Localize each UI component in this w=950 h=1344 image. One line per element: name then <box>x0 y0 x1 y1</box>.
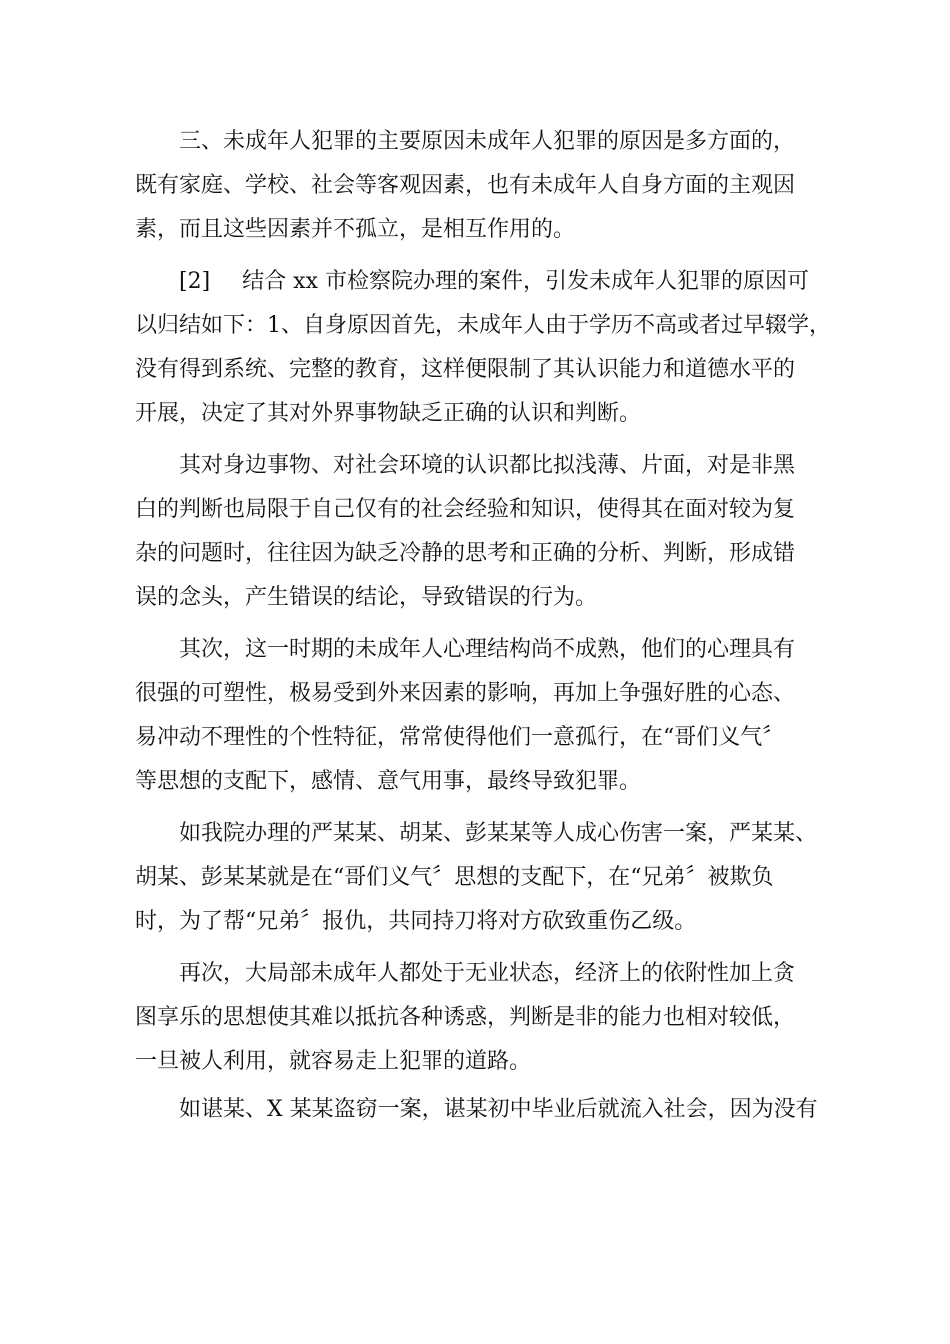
paragraph-2-line-1 <box>135 260 835 304</box>
paragraph-3-line-1: 其对身边事物、对社会环境的认识都比拟浅薄、片面，对是非黑 <box>179 453 796 478</box>
paragraph-gap <box>135 252 835 260</box>
paragraph-5-line-2: 胡某、彭某某就是在“哥们义气〞思想的支配下，在“兄弟〞被欺负 <box>135 865 774 890</box>
paragraph-2-line-3: 没有得到系统、完整的教育，这样便限制了其认识能力和道德水平的 <box>135 357 796 382</box>
paragraph-gap <box>135 804 835 812</box>
paragraph-gap <box>135 436 835 444</box>
paragraph-3-line-2: 白的判断也局限于自己仅有的社会经验和知识，使得其在面对较为复 <box>135 497 796 522</box>
paragraph-5-line-1: 如我院办理的严某某、胡某、彭某某等人成心伤害一案，严某某、 <box>179 821 818 846</box>
paragraph-gap <box>135 620 835 628</box>
paragraph-3-line-4: 误的念头，产生错误的结论，导致错误的行为。 <box>135 585 598 610</box>
paragraph-6-line-1: 再次，大局部未成年人都处于无业状态，经济上的依附性加上贪 <box>179 961 796 986</box>
reference-marker: [2] <box>179 269 211 294</box>
document-body <box>135 120 835 1132</box>
paragraph-1-line-1: 三、未成年人犯罪的主要原因未成年人犯罪的原因是多方面的， <box>179 129 796 154</box>
paragraph-4-line-4: 等思想的支配下，感情、意气用事，最终导致犯罪。 <box>135 769 642 794</box>
paragraph-1-line-3: 素，而且这些因素并不孤立，是相互作用的。 <box>135 217 576 242</box>
paragraph-2-line-1-text: 结合 xx 市检察院办理的案件，引发未成年人犯罪的原因可 <box>242 269 809 294</box>
paragraph-3-line-3: 杂的问题时，往往因为缺乏冷静的思考和正确的分析、判断，形成错 <box>135 541 796 566</box>
paragraph-5-line-3: 时，为了帮“兄弟〞报仇，共同持刀将对方砍致重伤乙级。 <box>135 909 697 934</box>
paragraph-1-line-2: 既有家庭、学校、社会等客观因素，也有未成年人自身方面的主观因 <box>135 173 796 198</box>
paragraph-2-line-4: 开展，决定了其对外界事物缺乏正确的认识和判断。 <box>135 401 642 426</box>
paragraph-6-line-2: 图享乐的思想使其难以抵抗各种诱惑，判断是非的能力也相对较低， <box>135 1005 796 1030</box>
paragraph-gap <box>135 944 835 952</box>
paragraph-7-line-1: 如谌某、X 某某盗窃一案，谌某初中毕业后就流入社会，因为没有 <box>179 1097 818 1122</box>
paragraph-2-line-2: 以归结如下：1、自身原因首先，未成年人由于学历不高或者过早辍学， <box>135 313 831 338</box>
paragraph-4-line-2: 很强的可塑性，极易受到外来因素的影响，再加上争强好胜的心态、 <box>135 681 796 706</box>
paragraph-6-line-3: 一旦被人利用，就容易走上犯罪的道路。 <box>135 1049 532 1074</box>
paragraph-4-line-1: 其次，这一时期的未成年人心理结构尚不成熟，他们的心理具有 <box>179 637 796 662</box>
paragraph-4-line-3: 易冲动不理性的个性特征，常常使得他们一意孤行，在“哥们义气〞 <box>135 725 785 750</box>
